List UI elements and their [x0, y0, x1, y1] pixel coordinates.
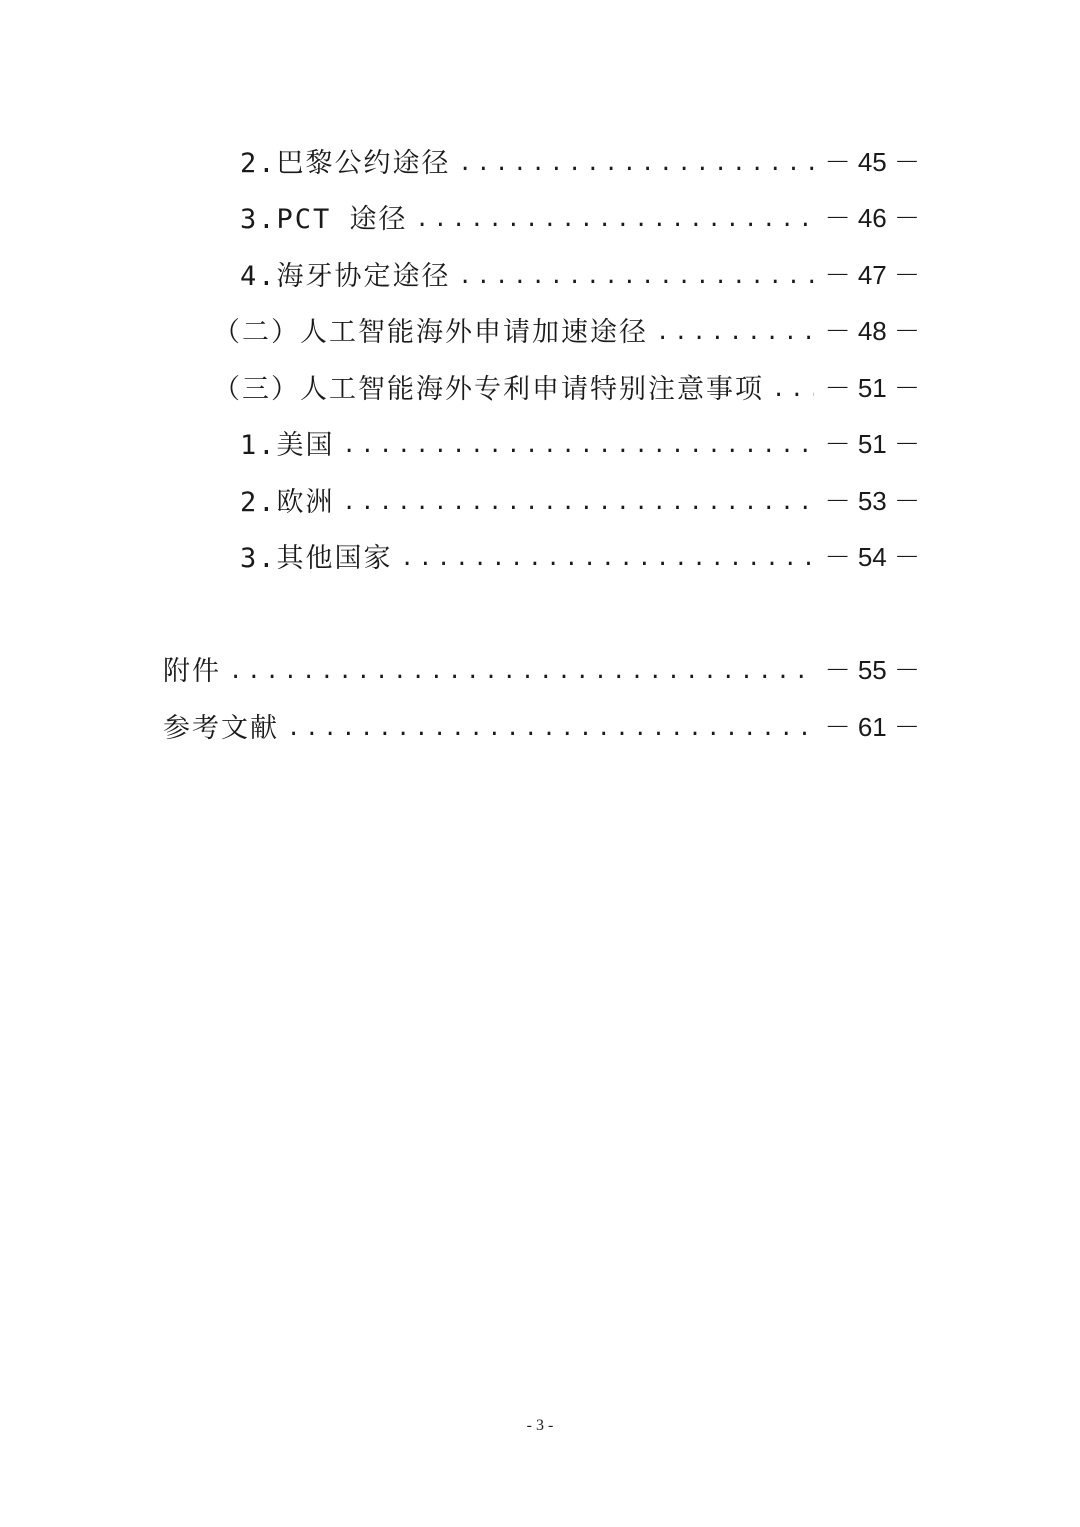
dot-leader: [343, 427, 814, 457]
dot-leader: [229, 653, 814, 683]
toc-entry-page: － 51 －: [824, 428, 920, 459]
dot-leader: [343, 484, 814, 514]
toc-entry-label: 1.美国: [240, 429, 335, 461]
toc-entry-page: － 48 －: [824, 315, 920, 346]
toc-entry-label: 3.其他国家: [240, 542, 393, 574]
toc-entry-page: － 51 －: [824, 372, 920, 403]
toc-entry-page: － 61 －: [824, 711, 920, 742]
toc-entry-page: － 55 －: [824, 654, 920, 685]
toc-entry[interactable]: [240, 527, 920, 583]
toc-entry-label: 2.欧洲: [240, 486, 335, 518]
toc-entry-label: 附件: [163, 655, 221, 687]
toc-entry-label: 3.PCT 途径: [240, 203, 408, 235]
dot-leader: [416, 201, 814, 231]
toc-entry[interactable]: [163, 640, 920, 696]
toc-entry[interactable]: [240, 471, 920, 527]
toc-entry-label: 4.海牙协定途径: [240, 260, 451, 292]
page-number: - 3 -: [526, 1417, 554, 1434]
toc-entry-label: 2.巴黎公约途径: [240, 147, 451, 179]
toc-entry-page: － 54 －: [824, 541, 920, 572]
toc-entry[interactable]: [240, 132, 920, 188]
dot-leader: [656, 314, 814, 344]
toc-entry-page: － 45 －: [824, 146, 920, 177]
dot-leader: [459, 258, 814, 288]
toc-entry[interactable]: [163, 697, 920, 753]
toc-entry[interactable]: [240, 188, 920, 244]
toc-entry[interactable]: [213, 358, 920, 414]
toc-entry-label: （二）人工智能海外申请加速途径: [213, 316, 648, 348]
dot-leader: [401, 540, 814, 570]
dot-leader: [287, 710, 814, 740]
toc-entry[interactable]: [213, 301, 920, 357]
toc-entry-page: － 46 －: [824, 202, 920, 233]
toc-entry-page: － 53 －: [824, 485, 920, 516]
toc-entry-page: － 47 －: [824, 259, 920, 290]
toc-entry-label: 参考文献: [163, 712, 279, 744]
toc-entry[interactable]: [240, 245, 920, 301]
toc-entry-label: （三）人工智能海外专利申请特别注意事项: [213, 373, 764, 405]
dot-leader: [459, 145, 814, 175]
dot-leader: [772, 371, 814, 401]
toc-entry[interactable]: [240, 414, 920, 470]
